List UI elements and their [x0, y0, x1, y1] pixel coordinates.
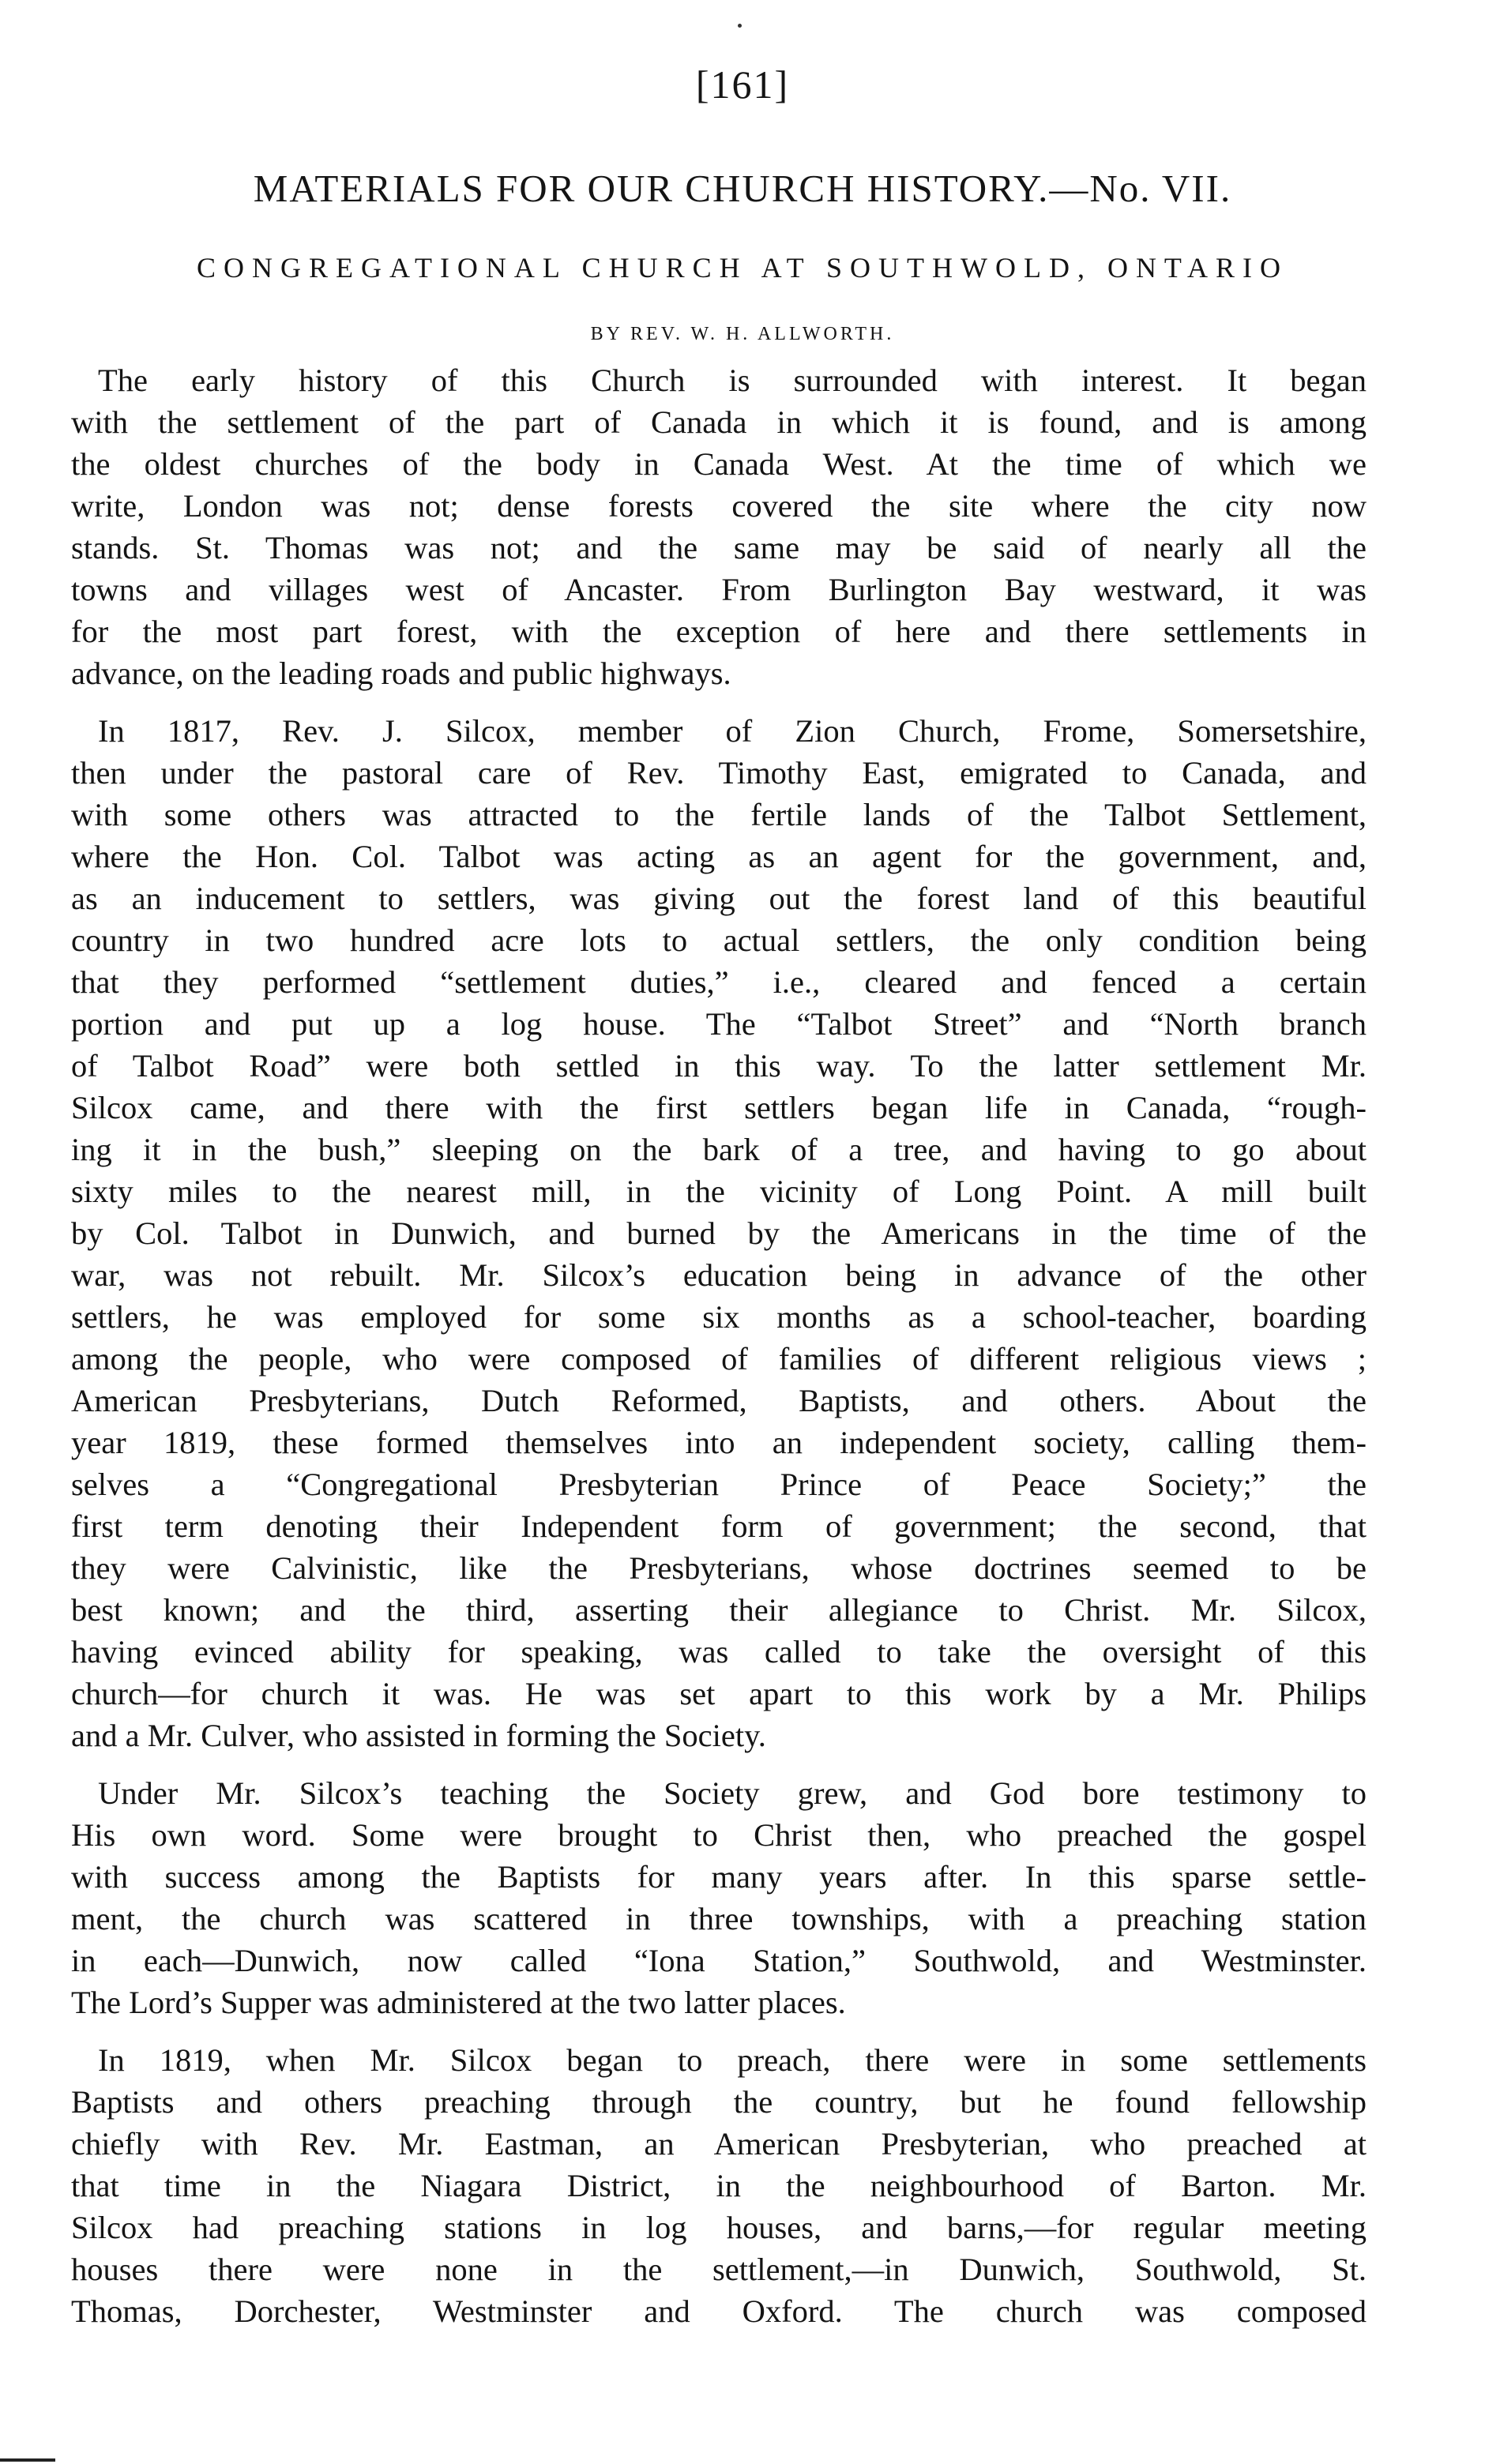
- paragraph-2: [71, 710, 1367, 1756]
- text-line: Silcox came, and there with the first settlers began life in Canada, “rough-: [71, 1090, 1367, 1125]
- text-line: of Talbot Road” were both settled in this way. To the latter settlement Mr.: [71, 1048, 1367, 1084]
- text-line: and a Mr. Culver, who assisted in forming the Society.: [71, 1718, 766, 1753]
- text-line: with the settlement of the part of Canada in which it is found, and is among: [71, 404, 1367, 440]
- text-line: that time in the Niagara District, in the neighbourhood of Barton. Mr.: [71, 2168, 1367, 2203]
- text-line: American Presbyterians, Dutch Reformed, Baptists, and others. About the: [71, 1383, 1367, 1418]
- print-speck: [738, 24, 742, 28]
- text-line: Baptists and others preaching through the country, but he found fellowship: [71, 2084, 1367, 2120]
- text-line: first term denoting their Independent form of government; the second, that: [71, 1508, 1367, 1544]
- text-line: country in two hundred acre lots to actual settlers, the only condition being: [71, 922, 1367, 958]
- text-line: having evinced ability for speaking, was called to take the oversight of this: [71, 1634, 1367, 1670]
- text-line: write, London was not; dense forests covered the site where the city now: [71, 488, 1367, 524]
- text-line: war, was not rebuilt. Mr. Silcox’s education being in advance of the other: [71, 1257, 1367, 1293]
- text-line: ing it in the bush,” sleeping on the bark of a tree, and having to go about: [71, 1132, 1367, 1167]
- text-line: advance, on the leading roads and public highways.: [71, 655, 731, 691]
- paragraph-1: [71, 359, 1367, 694]
- text-line: where the Hon. Col. Talbot was acting as an agent for the government, and,: [71, 839, 1367, 874]
- text-line: ment, the church was scattered in three townships, with a preaching station: [71, 1901, 1367, 1936]
- text-line: in each—Dunwich, now called “Iona Station,” Southwold, and Westminster.: [71, 1943, 1367, 1978]
- text-line: that they performed “settlement duties,” i.e., cleared and fenced a certain: [71, 964, 1367, 1000]
- text-line: towns and villages west of Ancaster. From Burlington Bay westward, it was: [71, 572, 1367, 607]
- text-line: then under the pastoral care of Rev. Timothy East, emigrated to Canada, and: [71, 755, 1367, 791]
- text-line: they were Calvinistic, like the Presbyterians, whose doctrines seemed to be: [71, 1550, 1367, 1586]
- text-line: Silcox had preaching stations in log houses, and barns,—for regular meeting: [71, 2210, 1367, 2245]
- text-line: portion and put up a log house. The “Talbot Street” and “North branch: [71, 1006, 1367, 1042]
- text-line: Under Mr. Silcox’s teaching the Society grew, and God bore testimony to: [98, 1775, 1367, 1811]
- text-line: His own word. Some were brought to Christ then, who preached the gospel: [71, 1817, 1367, 1853]
- text-line: among the people, who were composed of families of different religious views ;: [71, 1341, 1367, 1377]
- text-line: In 1817, Rev. J. Silcox, member of Zion Church, Frome, Somersetshire,: [98, 713, 1367, 749]
- text-line: Thomas, Dorchester, Westminster and Oxford. The church was composed: [71, 2293, 1367, 2329]
- text-line: sixty miles to the nearest mill, in the vicinity of Long Point. A mill built: [71, 1174, 1367, 1209]
- text-line: church—for church it was. He was set apart to this work by a Mr. Philips: [71, 1676, 1367, 1711]
- text-line: by Col. Talbot in Dunwich, and burned by the Americans in the time of the: [71, 1215, 1367, 1251]
- page-edge-mark: [0, 2458, 55, 2462]
- text-line: houses there were none in the settlement,—in Dunwich, Southwold, St.: [71, 2252, 1367, 2287]
- byline: BY REV. W. H. ALLWORTH.: [590, 324, 895, 344]
- text-line: In 1819, when Mr. Silcox began to preach, there were in some settlements: [98, 2042, 1367, 2078]
- text-line: selves a “Congregational Presbyterian Prince of Peace Society;” the: [71, 1467, 1367, 1502]
- series-title: MATERIALS FOR OUR CHURCH HISTORY.—No. VII.: [253, 167, 1232, 210]
- text-line: stands. St. Thomas was not; and the same may be said of nearly all the: [71, 530, 1367, 565]
- paragraph-3: [71, 1772, 1367, 2023]
- page-number: [161]: [695, 62, 790, 107]
- article-title: CONGREGATIONAL CHURCH AT SOUTHWOLD, ONTARIO: [196, 252, 1289, 284]
- article-body: [71, 359, 1367, 2348]
- text-line: settlers, he was employed for some six months as a school-teacher, boarding: [71, 1299, 1367, 1335]
- text-line: the oldest churches of the body in Canada West. At the time of which we: [71, 446, 1367, 482]
- text-line: with some others was attracted to the fertile lands of the Talbot Settlement,: [71, 797, 1367, 832]
- text-line: chiefly with Rev. Mr. Eastman, an American Presbyterian, who preached at: [71, 2126, 1367, 2162]
- text-line: for the most part forest, with the exception of here and there settlements in: [71, 614, 1367, 649]
- text-line: as an inducement to settlers, was giving out the forest land of this beautiful: [71, 881, 1367, 916]
- text-line: best known; and the third, asserting their allegiance to Christ. Mr. Silcox,: [71, 1592, 1367, 1628]
- paragraph-4: [71, 2039, 1367, 2332]
- text-line: The Lord’s Supper was administered at the two latter places.: [71, 1985, 846, 2020]
- text-line: year 1819, these formed themselves into an independent society, calling them-: [71, 1425, 1367, 1460]
- text-line: with success among the Baptists for many years after. In this sparse settle-: [71, 1859, 1367, 1895]
- text-line: The early history of this Church is surrounded with interest. It began: [98, 362, 1367, 398]
